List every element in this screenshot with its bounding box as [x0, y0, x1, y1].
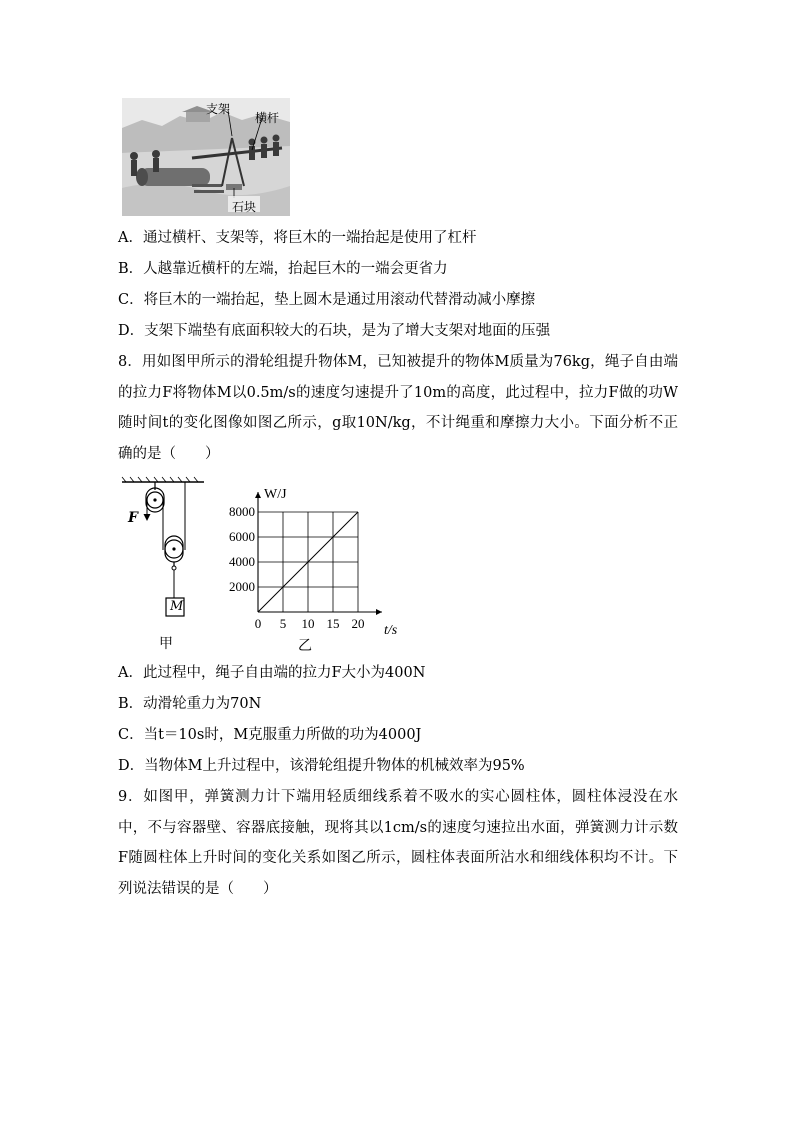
q8-option-a: A．此过程中，绳子自由端的拉力F大小为400N: [118, 665, 426, 681]
force-label: F: [128, 510, 138, 526]
y-tick-label: 4000: [229, 554, 255, 569]
q7-option-c: C．将巨木的一端抬起，垫上圆木是通过用滚动代替滑动减小摩擦: [118, 292, 536, 308]
x-tick-label: 15: [326, 616, 340, 631]
label-bar: 横杆: [255, 111, 280, 125]
chart-svg: [222, 478, 412, 658]
x-tick-label: 0: [254, 616, 262, 631]
x-tick-label: 20: [351, 616, 365, 631]
q8-option-b: B．动滑轮重力为70N: [118, 696, 262, 712]
x-tick-label: 5: [279, 616, 287, 631]
mass-label: M: [170, 599, 184, 614]
q9-stem: 9．如图甲，弹簧测力计下端用轻质细线系着不吸水的实心圆柱体，圆柱体浸没在水中，不与容器壁、容器底接触，现将其以1cm/s的速度匀速拉出水面，弹簧测力计示数F随圆柱体上升时间的变化关系如图乙所示，圆柱体表面所沾水和细线体积均不计。下列说法错误的是（ ）: [118, 789, 678, 897]
work-time-chart: [222, 478, 412, 658]
label-stone: 石块: [232, 200, 257, 214]
y-axis-arrow: [255, 492, 261, 498]
x-axis-label: t/s: [384, 623, 398, 638]
label-support: 支架: [206, 102, 231, 116]
x-axis-arrow: [376, 609, 382, 615]
fig-jia-caption: 甲: [159, 636, 173, 652]
q8-option-d: D．当物体M上升过程中，该滑轮组提升物体的机械效率为95%: [118, 758, 525, 774]
pulley-figure: [118, 476, 218, 656]
q8-option-c: C．当t＝10s时，M克服重力所做的功为4000J: [118, 727, 422, 743]
x-tick-label: 10: [301, 616, 315, 631]
q7-option-d: D．支架下端垫有底面积较大的石块，是为了增大支架对地面的压强: [118, 323, 551, 339]
y-tick-label: 6000: [229, 529, 255, 544]
y-tick-label: 2000: [229, 579, 255, 594]
y-axis-label: W/J: [264, 487, 287, 502]
fig-yi-caption: 乙: [298, 638, 312, 654]
q7-option-a: A．通过横杆、支架等，将巨木的一端抬起是使用了杠杆: [118, 230, 477, 246]
pulley-diagram: [118, 476, 218, 656]
lever-illustration: [122, 98, 290, 216]
q7-option-b: B．人越靠近横杆的左端，抬起巨木的一端会更省力: [118, 261, 448, 277]
q8-stem: 8．用如图甲所示的滑轮组提升物体M，已知被提升的物体M质量为76kg，绳子自由端的拉力F将物体M以0.5m/s的速度匀速提升了10m的高度，此过程中，拉力F做的功W随时间t的变化图像如图乙所示，g取10N/kg，不计绳重和摩擦力大小。下面分析不正确的是（ ）: [118, 354, 678, 462]
y-tick-label: 8000: [229, 504, 255, 519]
